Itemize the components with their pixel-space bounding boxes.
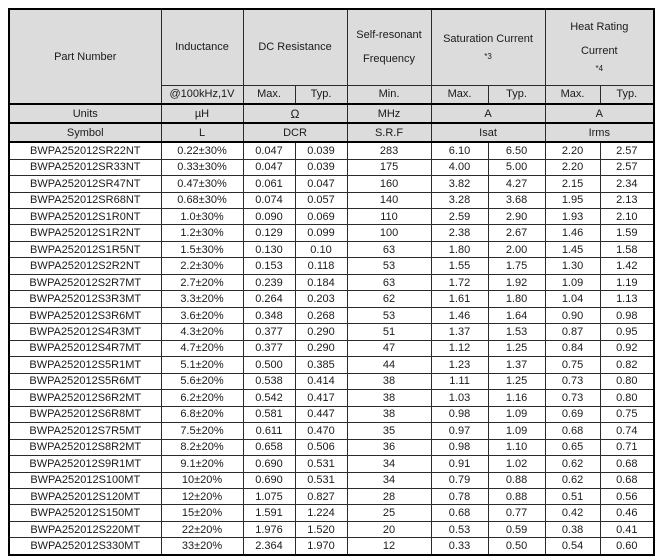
inductance-cell: 10±20% bbox=[161, 472, 243, 488]
dcr-max-cell: 0.348 bbox=[243, 307, 295, 323]
irms-max-cell: 1.30 bbox=[545, 258, 600, 274]
dcr-max-header: Max. bbox=[243, 85, 295, 104]
col-header-inductance bbox=[161, 9, 243, 85]
units-row-label: Units bbox=[9, 104, 161, 123]
dcr-max-cell: 0.047 bbox=[243, 142, 295, 159]
dcr-max-cell: 0.377 bbox=[243, 324, 295, 340]
dcr-typ-cell: 0.099 bbox=[295, 225, 347, 241]
dcr-max-cell: 0.538 bbox=[243, 373, 295, 389]
table-row bbox=[9, 390, 654, 406]
col-header-part-number bbox=[9, 9, 161, 104]
isat-typ-cell: 0.59 bbox=[488, 521, 545, 537]
dcr-max-cell: 2.364 bbox=[243, 538, 295, 555]
inductance-cell: 12±20% bbox=[161, 488, 243, 504]
irms-max-cell: 2.20 bbox=[545, 159, 600, 175]
dcr-typ-cell: 0.506 bbox=[295, 439, 347, 455]
isat-typ-cell: 0.77 bbox=[488, 505, 545, 521]
irms-typ-cell: 0.82 bbox=[600, 357, 654, 373]
heat-rating-label-line1: Heat Rating bbox=[570, 21, 629, 34]
isat-typ-cell: 0.88 bbox=[488, 488, 545, 504]
isat-max-cell: 1.61 bbox=[431, 291, 488, 307]
irms-max-cell: 1.93 bbox=[545, 209, 600, 225]
irms-max-cell: 1.45 bbox=[545, 241, 600, 257]
irms-typ-cell: 0.92 bbox=[600, 340, 654, 356]
srf-cell: 53 bbox=[347, 307, 431, 323]
part-number-cell: BWPA252012S2R2NT bbox=[9, 258, 161, 274]
srf-cell: 25 bbox=[347, 505, 431, 521]
part-number-cell: BWPA252012S4R7MT bbox=[9, 340, 161, 356]
irms-typ-cell: 2.10 bbox=[600, 209, 654, 225]
irms-typ-cell: 1.19 bbox=[600, 274, 654, 290]
dcr-max-cell: 0.690 bbox=[243, 472, 295, 488]
dcr-typ-cell: 0.827 bbox=[295, 488, 347, 504]
srf-label-line1: Self-resonant bbox=[356, 29, 422, 42]
inductance-cell: 6.8±20% bbox=[161, 406, 243, 422]
isat-typ-cell: 1.25 bbox=[488, 373, 545, 389]
irms-typ-cell: 0.46 bbox=[600, 505, 654, 521]
symbol-row bbox=[9, 123, 654, 142]
col-header-saturation-current bbox=[431, 9, 545, 85]
part-number-cell: BWPA252012S1R2NT bbox=[9, 225, 161, 241]
saturation-current-label: Saturation Current bbox=[443, 33, 533, 46]
isat-typ-cell: 0.88 bbox=[488, 472, 545, 488]
isat-max-header: Max. bbox=[431, 85, 488, 104]
inductance-label: Inductance bbox=[175, 41, 229, 54]
dcr-max-cell: 0.074 bbox=[243, 192, 295, 208]
inductance-cell: 5.1±20% bbox=[161, 357, 243, 373]
irms-typ-cell: 2.57 bbox=[600, 159, 654, 175]
dcr-max-cell: 0.130 bbox=[243, 241, 295, 257]
isat-typ-cell: 1.16 bbox=[488, 390, 545, 406]
srf-cell: 51 bbox=[347, 324, 431, 340]
table-row bbox=[9, 357, 654, 373]
table-row bbox=[9, 538, 654, 555]
table-row bbox=[9, 340, 654, 356]
part-number-cell: BWPA252012S220MT bbox=[9, 521, 161, 537]
inductance-cell: 1.0±30% bbox=[161, 209, 243, 225]
isat-max-cell: 3.82 bbox=[431, 176, 488, 192]
dcr-typ-cell: 1.520 bbox=[295, 521, 347, 537]
isat-typ-cell: 1.02 bbox=[488, 456, 545, 472]
saturation-current-footnote: *3 bbox=[484, 52, 492, 62]
dcr-typ-cell: 0.047 bbox=[295, 176, 347, 192]
inductor-spec-table-wrap bbox=[8, 8, 655, 556]
dcr-max-cell: 0.690 bbox=[243, 456, 295, 472]
isat-max-cell: 1.03 bbox=[431, 390, 488, 406]
irms-typ-cell: 2.13 bbox=[600, 192, 654, 208]
table-row bbox=[9, 456, 654, 472]
dcr-typ-cell: 1.224 bbox=[295, 505, 347, 521]
irms-typ-cell: 0.68 bbox=[600, 472, 654, 488]
irms-typ-cell: 1.13 bbox=[600, 291, 654, 307]
dcr-max-cell: 0.377 bbox=[243, 340, 295, 356]
inductance-cell: 3.6±20% bbox=[161, 307, 243, 323]
inductance-symbol: L bbox=[161, 123, 243, 142]
srf-cell: 110 bbox=[347, 209, 431, 225]
isat-typ-cell: 2.00 bbox=[488, 241, 545, 257]
isat-max-cell: 0.33 bbox=[431, 538, 488, 555]
isat-max-cell: 2.38 bbox=[431, 225, 488, 241]
dcr-typ-cell: 0.184 bbox=[295, 274, 347, 290]
dcr-typ-cell: 0.447 bbox=[295, 406, 347, 422]
isat-typ-header: Typ. bbox=[488, 85, 545, 104]
isat-max-cell: 1.11 bbox=[431, 373, 488, 389]
dcr-typ-cell: 0.039 bbox=[295, 142, 347, 159]
table-row bbox=[9, 225, 654, 241]
dcr-max-cell: 0.542 bbox=[243, 390, 295, 406]
part-number-label: Part Number bbox=[54, 50, 117, 63]
isat-typ-cell: 1.53 bbox=[488, 324, 545, 340]
table-row bbox=[9, 423, 654, 439]
isat-max-cell: 3.28 bbox=[431, 192, 488, 208]
isat-typ-cell: 1.09 bbox=[488, 406, 545, 422]
isat-typ-cell: 2.67 bbox=[488, 225, 545, 241]
dcr-typ-cell: 0.118 bbox=[295, 258, 347, 274]
isat-typ-cell: 1.10 bbox=[488, 439, 545, 455]
irms-typ-cell: 1.42 bbox=[600, 258, 654, 274]
isat-typ-cell: 5.00 bbox=[488, 159, 545, 175]
irms-typ-cell: 0.74 bbox=[600, 423, 654, 439]
dcr-typ-cell: 0.290 bbox=[295, 324, 347, 340]
part-number-cell: BWPA252012S6R8MT bbox=[9, 406, 161, 422]
isat-typ-cell: 2.90 bbox=[488, 209, 545, 225]
irms-typ-cell: 0.75 bbox=[600, 406, 654, 422]
header-row-main bbox=[9, 9, 654, 85]
irms-typ-cell: 2.57 bbox=[600, 142, 654, 159]
isat-max-cell: 6.10 bbox=[431, 142, 488, 159]
dcr-typ-cell: 1.970 bbox=[295, 538, 347, 555]
srf-cell: 38 bbox=[347, 390, 431, 406]
dcr-typ-cell: 0.531 bbox=[295, 472, 347, 488]
irms-max-cell: 0.42 bbox=[545, 505, 600, 521]
isat-max-cell: 0.79 bbox=[431, 472, 488, 488]
inductance-cell: 0.22±30% bbox=[161, 142, 243, 159]
isat-max-cell: 1.12 bbox=[431, 340, 488, 356]
dcr-typ-cell: 0.385 bbox=[295, 357, 347, 373]
table-row bbox=[9, 488, 654, 504]
srf-cell: 34 bbox=[347, 456, 431, 472]
srf-cell: 36 bbox=[347, 439, 431, 455]
part-number-cell: BWPA252012SR68NT bbox=[9, 192, 161, 208]
irms-max-cell: 0.38 bbox=[545, 521, 600, 537]
table-row bbox=[9, 307, 654, 323]
isat-max-cell: 1.23 bbox=[431, 357, 488, 373]
srf-label-line2: Frequency bbox=[363, 53, 415, 66]
dcr-typ-cell: 0.414 bbox=[295, 373, 347, 389]
isat-max-cell: 0.97 bbox=[431, 423, 488, 439]
dcr-max-cell: 0.581 bbox=[243, 406, 295, 422]
srf-cell: 175 bbox=[347, 159, 431, 175]
inductance-cell: 0.68±30% bbox=[161, 192, 243, 208]
dcr-typ-cell: 0.290 bbox=[295, 340, 347, 356]
isat-typ-cell: 6.50 bbox=[488, 142, 545, 159]
irms-typ-cell: 0.41 bbox=[600, 521, 654, 537]
isat-max-cell: 0.68 bbox=[431, 505, 488, 521]
dcr-symbol: DCR bbox=[243, 123, 347, 142]
heat-rating-label-line2: Current bbox=[580, 45, 618, 58]
isat-max-cell: 0.78 bbox=[431, 488, 488, 504]
irms-max-cell: 0.51 bbox=[545, 488, 600, 504]
dcr-typ-cell: 0.203 bbox=[295, 291, 347, 307]
irms-max-cell: 0.69 bbox=[545, 406, 600, 422]
inductance-cell: 7.5±20% bbox=[161, 423, 243, 439]
isat-symbol: Isat bbox=[431, 123, 545, 142]
irms-max-cell: 0.62 bbox=[545, 472, 600, 488]
isat-max-cell: 0.98 bbox=[431, 439, 488, 455]
srf-cell: 160 bbox=[347, 176, 431, 192]
srf-cell: 63 bbox=[347, 241, 431, 257]
dcr-max-cell: 0.090 bbox=[243, 209, 295, 225]
srf-cell: 38 bbox=[347, 406, 431, 422]
srf-unit: MHz bbox=[347, 104, 431, 123]
irms-typ-cell: 0.68 bbox=[600, 456, 654, 472]
dcr-max-cell: 0.129 bbox=[243, 225, 295, 241]
srf-cell: 35 bbox=[347, 423, 431, 439]
table-row bbox=[9, 324, 654, 340]
isat-typ-cell: 1.64 bbox=[488, 307, 545, 323]
dcr-typ-cell: 0.039 bbox=[295, 159, 347, 175]
inductance-unit: µH bbox=[161, 104, 243, 123]
part-number-cell: BWPA252012S3R3MT bbox=[9, 291, 161, 307]
dcr-max-cell: 0.153 bbox=[243, 258, 295, 274]
dcr-typ-cell: 0.10 bbox=[295, 241, 347, 257]
table-row bbox=[9, 291, 654, 307]
srf-cell: 62 bbox=[347, 291, 431, 307]
inductance-cell: 1.5±30% bbox=[161, 241, 243, 257]
dcr-max-cell: 0.611 bbox=[243, 423, 295, 439]
srf-cell: 20 bbox=[347, 521, 431, 537]
irms-unit: A bbox=[545, 104, 654, 123]
dcr-max-cell: 1.976 bbox=[243, 521, 295, 537]
inductance-cell: 0.47±30% bbox=[161, 176, 243, 192]
isat-typ-cell: 1.25 bbox=[488, 340, 545, 356]
table-body bbox=[9, 142, 654, 555]
part-number-cell: BWPA252012S1R0NT bbox=[9, 209, 161, 225]
part-number-cell: BWPA252012S6R2MT bbox=[9, 390, 161, 406]
irms-typ-cell: 2.34 bbox=[600, 176, 654, 192]
irms-max-cell: 0.54 bbox=[545, 538, 600, 555]
isat-max-cell: 1.37 bbox=[431, 324, 488, 340]
table-row bbox=[9, 176, 654, 192]
isat-typ-cell: 4.27 bbox=[488, 176, 545, 192]
irms-max-cell: 2.20 bbox=[545, 142, 600, 159]
dcr-typ-cell: 0.417 bbox=[295, 390, 347, 406]
part-number-cell: BWPA252012SR47NT bbox=[9, 176, 161, 192]
srf-cell: 44 bbox=[347, 357, 431, 373]
table-row bbox=[9, 274, 654, 290]
dcr-max-cell: 0.047 bbox=[243, 159, 295, 175]
part-number-cell: BWPA252012SR33NT bbox=[9, 159, 161, 175]
part-number-cell: BWPA252012S2R7MT bbox=[9, 274, 161, 290]
srf-cell: 12 bbox=[347, 538, 431, 555]
irms-max-cell: 0.73 bbox=[545, 373, 600, 389]
isat-max-cell: 2.59 bbox=[431, 209, 488, 225]
irms-typ-cell: 0.60 bbox=[600, 538, 654, 555]
inductance-cell: 6.2±20% bbox=[161, 390, 243, 406]
part-number-cell: BWPA252012S1R5NT bbox=[9, 241, 161, 257]
dcr-max-cell: 1.591 bbox=[243, 505, 295, 521]
isat-typ-cell: 1.80 bbox=[488, 291, 545, 307]
irms-max-cell: 0.68 bbox=[545, 423, 600, 439]
irms-typ-cell: 0.80 bbox=[600, 373, 654, 389]
part-number-cell: BWPA252012S7R5MT bbox=[9, 423, 161, 439]
heat-rating-footnote: *4 bbox=[595, 64, 604, 74]
table-row bbox=[9, 209, 654, 225]
irms-max-cell: 0.90 bbox=[545, 307, 600, 323]
part-number-cell: BWPA252012S5R6MT bbox=[9, 373, 161, 389]
irms-typ-cell: 1.58 bbox=[600, 241, 654, 257]
units-row bbox=[9, 104, 654, 123]
part-number-cell: BWPA252012S100MT bbox=[9, 472, 161, 488]
part-number-cell: BWPA252012S9R1MT bbox=[9, 456, 161, 472]
dcr-max-cell: 0.061 bbox=[243, 176, 295, 192]
table-row bbox=[9, 241, 654, 257]
isat-typ-cell: 1.09 bbox=[488, 423, 545, 439]
table-row bbox=[9, 472, 654, 488]
irms-max-cell: 0.75 bbox=[545, 357, 600, 373]
irms-typ-cell: 0.95 bbox=[600, 324, 654, 340]
dcr-max-cell: 1.075 bbox=[243, 488, 295, 504]
table-row bbox=[9, 192, 654, 208]
srf-cell: 140 bbox=[347, 192, 431, 208]
isat-typ-cell: 0.50 bbox=[488, 538, 545, 555]
srf-symbol: S.R.F bbox=[347, 123, 431, 142]
dcr-typ-header: Typ. bbox=[295, 85, 347, 104]
table-row bbox=[9, 258, 654, 274]
irms-max-cell: 1.46 bbox=[545, 225, 600, 241]
table-row bbox=[9, 159, 654, 175]
dcr-unit: Ω bbox=[243, 104, 347, 123]
irms-max-cell: 0.87 bbox=[545, 324, 600, 340]
part-number-cell: BWPA252012S150MT bbox=[9, 505, 161, 521]
table-row bbox=[9, 373, 654, 389]
col-header-dc-resistance bbox=[243, 9, 347, 85]
dc-resistance-label: DC Resistance bbox=[258, 41, 332, 54]
irms-max-cell: 0.65 bbox=[545, 439, 600, 455]
inductance-cell: 3.3±20% bbox=[161, 291, 243, 307]
table-row bbox=[9, 521, 654, 537]
srf-cell: 283 bbox=[347, 142, 431, 159]
irms-max-header: Max. bbox=[545, 85, 600, 104]
inductance-condition: @100kHz,1V bbox=[161, 85, 243, 104]
irms-max-cell: 0.84 bbox=[545, 340, 600, 356]
isat-typ-cell: 1.92 bbox=[488, 274, 545, 290]
dcr-max-cell: 0.658 bbox=[243, 439, 295, 455]
inductance-cell: 9.1±20% bbox=[161, 456, 243, 472]
dcr-max-cell: 0.239 bbox=[243, 274, 295, 290]
part-number-cell: BWPA252012S8R2MT bbox=[9, 439, 161, 455]
irms-max-cell: 1.09 bbox=[545, 274, 600, 290]
irms-max-cell: 1.95 bbox=[545, 192, 600, 208]
isat-max-cell: 1.46 bbox=[431, 307, 488, 323]
inductance-cell: 22±20% bbox=[161, 521, 243, 537]
inductance-cell: 0.33±30% bbox=[161, 159, 243, 175]
inductance-cell: 4.3±20% bbox=[161, 324, 243, 340]
isat-typ-cell: 3.68 bbox=[488, 192, 545, 208]
srf-cell: 28 bbox=[347, 488, 431, 504]
table-row bbox=[9, 142, 654, 159]
irms-max-cell: 0.73 bbox=[545, 390, 600, 406]
col-header-heat-rating-current bbox=[545, 9, 654, 85]
inductance-cell: 8.2±20% bbox=[161, 439, 243, 455]
srf-cell: 34 bbox=[347, 472, 431, 488]
isat-max-cell: 1.55 bbox=[431, 258, 488, 274]
isat-max-cell: 4.00 bbox=[431, 159, 488, 175]
srf-cell: 38 bbox=[347, 373, 431, 389]
part-number-cell: BWPA252012S3R6MT bbox=[9, 307, 161, 323]
inductance-cell: 33±20% bbox=[161, 538, 243, 555]
dcr-typ-cell: 0.531 bbox=[295, 456, 347, 472]
inductance-cell: 2.7±20% bbox=[161, 274, 243, 290]
table-row bbox=[9, 439, 654, 455]
part-number-cell: BWPA252012S330MT bbox=[9, 538, 161, 555]
dcr-max-cell: 0.500 bbox=[243, 357, 295, 373]
dcr-typ-cell: 0.268 bbox=[295, 307, 347, 323]
srf-cell: 53 bbox=[347, 258, 431, 274]
isat-max-cell: 1.80 bbox=[431, 241, 488, 257]
dcr-typ-cell: 0.069 bbox=[295, 209, 347, 225]
inductance-cell: 4.7±20% bbox=[161, 340, 243, 356]
part-number-cell: BWPA252012SR22NT bbox=[9, 142, 161, 159]
irms-max-cell: 2.15 bbox=[545, 176, 600, 192]
irms-typ-cell: 0.80 bbox=[600, 390, 654, 406]
dcr-typ-cell: 0.470 bbox=[295, 423, 347, 439]
srf-cell: 63 bbox=[347, 274, 431, 290]
inductance-cell: 5.6±20% bbox=[161, 373, 243, 389]
dcr-typ-cell: 0.057 bbox=[295, 192, 347, 208]
symbol-row-label: Symbol bbox=[9, 123, 161, 142]
part-number-cell: BWPA252012S5R1MT bbox=[9, 357, 161, 373]
isat-max-cell: 0.53 bbox=[431, 521, 488, 537]
irms-max-cell: 1.04 bbox=[545, 291, 600, 307]
part-number-cell: BWPA252012S4R3MT bbox=[9, 324, 161, 340]
inductance-cell: 1.2±30% bbox=[161, 225, 243, 241]
srf-cell: 100 bbox=[347, 225, 431, 241]
inductance-cell: 2.2±30% bbox=[161, 258, 243, 274]
part-number-cell: BWPA252012S120MT bbox=[9, 488, 161, 504]
isat-max-cell: 0.91 bbox=[431, 456, 488, 472]
irms-typ-header: Typ. bbox=[600, 85, 654, 104]
inductance-cell: 15±20% bbox=[161, 505, 243, 521]
isat-typ-cell: 1.75 bbox=[488, 258, 545, 274]
isat-typ-cell: 1.37 bbox=[488, 357, 545, 373]
irms-typ-cell: 1.59 bbox=[600, 225, 654, 241]
isat-max-cell: 1.72 bbox=[431, 274, 488, 290]
irms-typ-cell: 0.71 bbox=[600, 439, 654, 455]
dcr-max-cell: 0.264 bbox=[243, 291, 295, 307]
table-row bbox=[9, 406, 654, 422]
irms-typ-cell: 0.98 bbox=[600, 307, 654, 323]
srf-cell: 47 bbox=[347, 340, 431, 356]
irms-symbol: Irms bbox=[545, 123, 654, 142]
irms-max-cell: 0.62 bbox=[545, 456, 600, 472]
inductor-spec-table bbox=[8, 8, 655, 556]
isat-max-cell: 0.98 bbox=[431, 406, 488, 422]
isat-unit: A bbox=[431, 104, 545, 123]
irms-typ-cell: 0.56 bbox=[600, 488, 654, 504]
table-row bbox=[9, 505, 654, 521]
srf-min-header: Min. bbox=[347, 85, 431, 104]
col-header-srf bbox=[347, 9, 431, 85]
